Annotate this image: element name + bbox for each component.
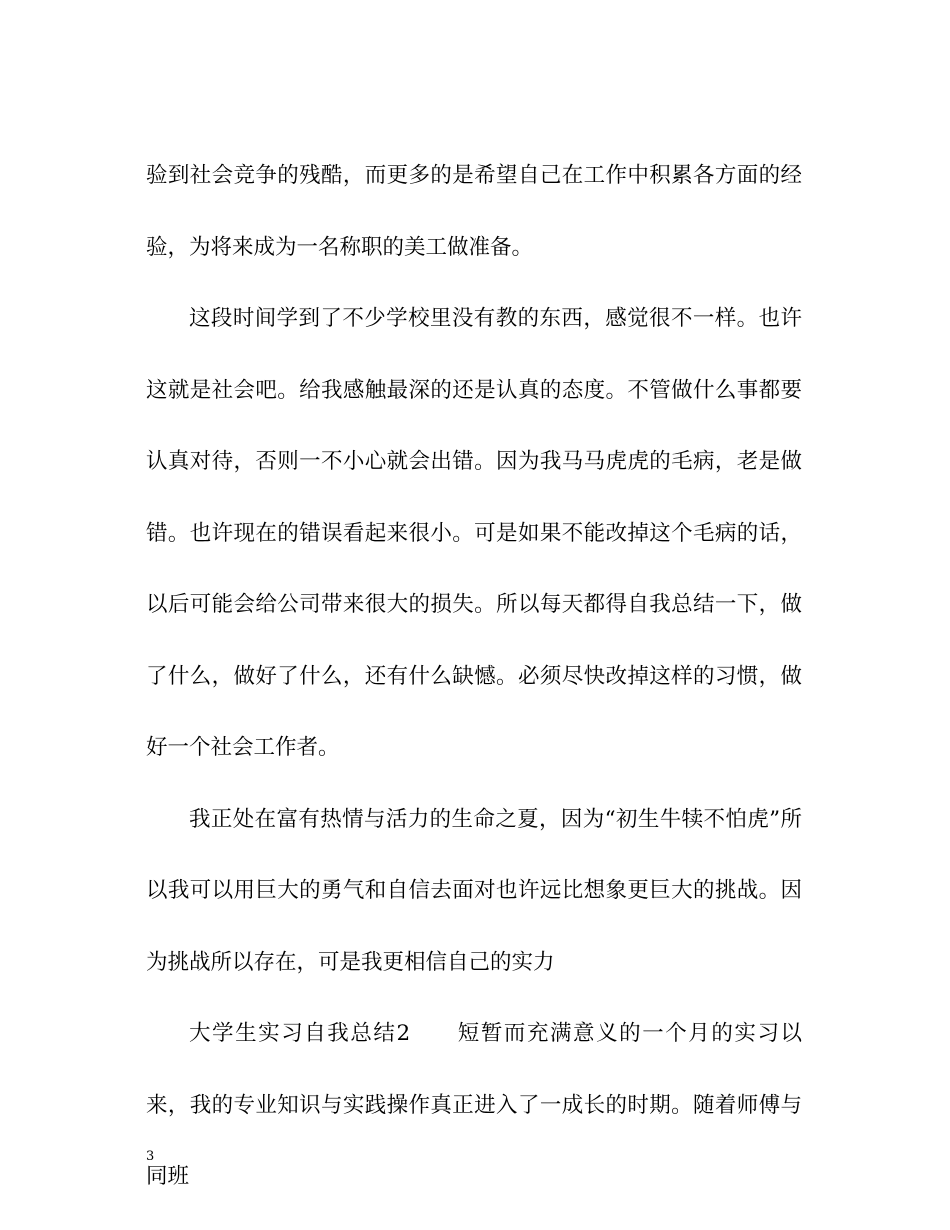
page-number: 3	[146, 1149, 155, 1164]
paragraph-3: 我正处在富有热情与活力的生命之夏，因为“初生牛犊不怕虎”所以我可以用巨大的勇气和自信去面对也许远比想象更巨大的挑战。因为挑战所以存在，可是我更相信自己的实力	[146, 806, 802, 975]
document-body	[146, 140, 802, 1213]
paragraph-2: 这段时间学到了不少学校里没有教的东西，感觉很不一样。也许这就是社会吧。给我感触最深的还是认真的态度。不管做什么事都要认真对待，否则一不小心就会出错。因为我马马虎虎的毛病，老是做错。也许现在的错误看起来很小。可是如果不能改掉这个毛病的话，以后可能会给公司带来很大的损失。所以每天都得自我总结一下，做了什么，做好了什么，还有什么缺憾。必须尽快改掉这样的习惯，做好一个社会工作者。	[146, 306, 802, 760]
paragraph-1: 验到社会竞争的残酷，而更多的是希望自己在工作中积累各方面的经验，为将来成为一名称职的美工做准备。	[146, 163, 802, 260]
paragraph-4: 大学生实习自我总结2 短暂而充满意义的一个月的实习以来，我的专业知识与实践操作真正进入了一成长的时期。随着师傅与同班	[146, 1021, 802, 1189]
